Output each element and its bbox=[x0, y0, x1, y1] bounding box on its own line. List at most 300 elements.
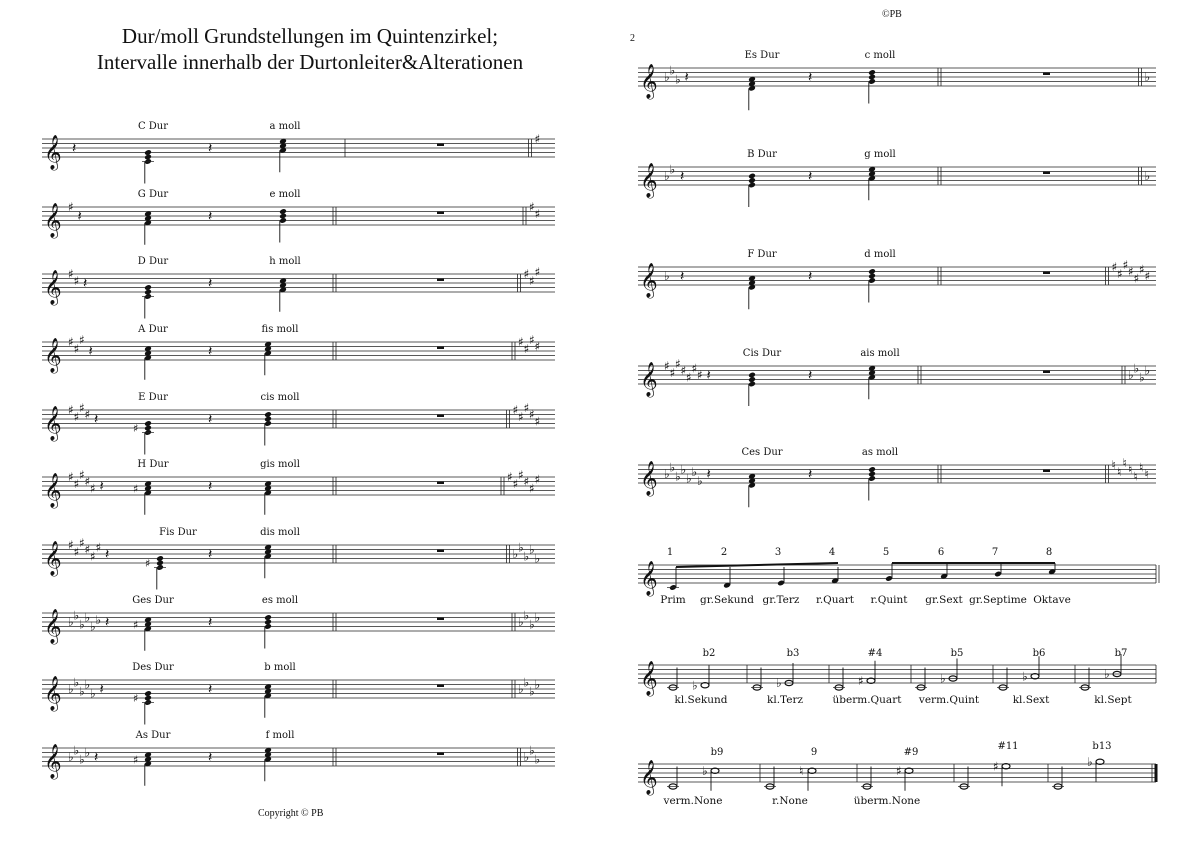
flat-icon: ♭ bbox=[73, 608, 80, 623]
flat-icon: ♭ bbox=[73, 675, 80, 690]
sharp-icon: ♯ bbox=[534, 414, 541, 429]
flat-icon: ♭ bbox=[529, 542, 535, 557]
sharp-icon: ♯ bbox=[1117, 266, 1123, 281]
sharp-icon: ♯ bbox=[529, 273, 535, 288]
chord-label: a moll bbox=[269, 121, 301, 132]
sharp-icon: ♯ bbox=[523, 400, 530, 415]
flat-icon: ♭ bbox=[529, 743, 535, 758]
flat-icon: ♭ bbox=[1144, 169, 1151, 183]
flat-icon: ♭ bbox=[1128, 368, 1134, 382]
extension-symbol: 9 bbox=[810, 747, 818, 758]
chord-label: H Dur bbox=[137, 459, 169, 470]
half-note-head bbox=[701, 683, 709, 688]
sharp-icon: ♯ bbox=[534, 472, 541, 487]
interval-name: Oktave bbox=[1033, 594, 1071, 606]
chord-label: gis moll bbox=[260, 459, 300, 470]
interval-name: kl.Sekund bbox=[674, 694, 728, 706]
quarter-rest-icon: 𝄽 bbox=[105, 614, 110, 631]
flat-icon: ♭ bbox=[518, 682, 524, 696]
sharp-icon: ♯ bbox=[529, 407, 535, 422]
alteration-symbol: b5 bbox=[950, 648, 964, 659]
quarter-rest-icon: 𝄽 bbox=[77, 208, 82, 225]
sharp-icon: ♯ bbox=[90, 481, 96, 496]
natural-icon: ♮ bbox=[1117, 464, 1122, 479]
flat-icon: ♭ bbox=[534, 752, 541, 767]
flat-icon: ♭ bbox=[68, 682, 74, 696]
quarter-rest-icon: 𝄽 bbox=[208, 614, 213, 631]
flat-icon: ♭ bbox=[523, 750, 530, 764]
flat-icon: ♭ bbox=[692, 678, 698, 693]
sharp-icon: ♯ bbox=[669, 365, 676, 380]
flat-icon: ♭ bbox=[518, 615, 524, 629]
note-head bbox=[264, 411, 272, 418]
sharp-icon: ♯ bbox=[73, 544, 80, 559]
note-head bbox=[156, 555, 164, 562]
flat-icon: ♭ bbox=[529, 684, 535, 699]
flat-icon: ♭ bbox=[1022, 669, 1028, 684]
half-note-head bbox=[905, 768, 913, 773]
whole-rest bbox=[1043, 371, 1050, 374]
quarter-rest-icon: 𝄽 bbox=[208, 343, 213, 360]
extensions-staff bbox=[638, 741, 1156, 807]
treble-clef-icon: 𝄞 bbox=[640, 64, 658, 99]
whole-rest bbox=[437, 279, 444, 282]
chord-label: C Dur bbox=[137, 121, 169, 132]
left-system-1 bbox=[42, 121, 555, 184]
flat-icon: ♭ bbox=[1087, 754, 1093, 769]
treble-clef-icon: 𝄞 bbox=[640, 362, 658, 397]
flat-icon: ♭ bbox=[669, 460, 676, 475]
whole-rest bbox=[1043, 470, 1050, 473]
left-system-9 bbox=[42, 662, 555, 725]
treble-clef-icon: 𝄞 bbox=[44, 203, 62, 238]
sharp-icon: ♯ bbox=[79, 400, 85, 415]
sharp-icon: ♯ bbox=[858, 673, 864, 688]
interval-name: verm.Quint bbox=[918, 694, 980, 706]
natural-icon: ♮ bbox=[1111, 458, 1116, 472]
quarter-rest-icon: 𝄽 bbox=[99, 478, 104, 495]
sharp-icon: ♯ bbox=[512, 403, 519, 417]
chord-label: Des Dur bbox=[132, 662, 174, 673]
sharp-icon: ♯ bbox=[68, 538, 74, 552]
sharp-icon: ♯ bbox=[79, 467, 85, 482]
chord-label: as moll bbox=[861, 447, 899, 458]
sharp-icon: ♯ bbox=[133, 692, 139, 705]
sharp-icon: ♯ bbox=[1139, 262, 1145, 277]
quarter-rest-icon: 𝄽 bbox=[808, 168, 813, 185]
left-system-2 bbox=[42, 189, 555, 245]
sharp-icon: ♯ bbox=[664, 359, 670, 373]
flat-icon: ♭ bbox=[675, 72, 681, 87]
alterations-staff bbox=[638, 648, 1156, 706]
quarter-rest-icon: 𝄽 bbox=[83, 275, 88, 292]
sharp-icon: ♯ bbox=[680, 363, 687, 378]
scale-degree-number: 5 bbox=[882, 547, 890, 558]
flat-icon: ♭ bbox=[669, 162, 676, 177]
quarter-rest-icon: 𝄽 bbox=[208, 275, 213, 292]
scale-degree-number: 6 bbox=[937, 547, 945, 558]
sharp-icon: ♯ bbox=[68, 200, 74, 214]
note-head bbox=[748, 173, 756, 180]
sharp-icon: ♯ bbox=[534, 264, 541, 279]
flat-icon: ♭ bbox=[523, 675, 530, 690]
extension-symbol: #11 bbox=[997, 741, 1019, 752]
half-note-head bbox=[867, 678, 875, 683]
chord-label: E Dur bbox=[138, 392, 168, 403]
alteration-symbol: b6 bbox=[1032, 648, 1046, 659]
note-head bbox=[144, 284, 152, 291]
chord-label: es moll bbox=[261, 595, 299, 606]
whole-rest bbox=[437, 618, 444, 621]
interval-name: überm.Quart bbox=[832, 694, 902, 706]
quarter-rest-icon: 𝄽 bbox=[105, 546, 110, 563]
note-head bbox=[279, 208, 287, 215]
interval-name: r.Quint bbox=[870, 594, 908, 606]
quarter-rest-icon: 𝄽 bbox=[684, 69, 689, 86]
flat-icon: ♭ bbox=[1144, 70, 1151, 84]
sharp-icon: ♯ bbox=[68, 470, 74, 484]
left-system-4 bbox=[42, 324, 555, 380]
treble-clef-icon: 𝄞 bbox=[44, 541, 62, 576]
flat-icon: ♭ bbox=[84, 677, 91, 692]
right-system-5 bbox=[638, 447, 1156, 507]
treble-clef-icon: 𝄞 bbox=[44, 473, 62, 508]
sharp-icon: ♯ bbox=[534, 206, 541, 221]
flat-icon: ♭ bbox=[68, 615, 74, 629]
sharp-icon: ♯ bbox=[133, 482, 139, 496]
flat-icon: ♭ bbox=[523, 608, 530, 623]
sharp-icon: ♯ bbox=[675, 356, 681, 371]
half-note-head bbox=[808, 768, 816, 773]
whole-rest bbox=[437, 144, 444, 147]
copyright-footer: Copyright © PB bbox=[258, 808, 324, 819]
right-system-1 bbox=[638, 50, 1156, 110]
whole-rest bbox=[437, 550, 444, 553]
sharp-icon: ♯ bbox=[993, 759, 999, 774]
extension-symbol: #9 bbox=[903, 747, 919, 758]
sharp-icon: ♯ bbox=[529, 200, 535, 214]
scale-degree-number: 3 bbox=[774, 547, 782, 558]
sharp-icon: ♯ bbox=[73, 476, 80, 491]
flat-icon: ♭ bbox=[664, 169, 670, 183]
sharp-icon: ♯ bbox=[1111, 260, 1118, 274]
sharp-icon: ♯ bbox=[507, 470, 513, 484]
sharp-icon: ♯ bbox=[1133, 271, 1140, 286]
right-column-staves bbox=[638, 50, 1156, 507]
page-number: 2 bbox=[630, 33, 635, 44]
sharp-icon: ♯ bbox=[133, 753, 139, 767]
flat-icon: ♭ bbox=[90, 619, 96, 634]
flat-icon: ♭ bbox=[79, 684, 85, 699]
scale-staff bbox=[638, 547, 1159, 606]
treble-clef-icon: 𝄞 bbox=[44, 676, 62, 711]
flat-icon: ♭ bbox=[1104, 667, 1110, 681]
treble-clef-icon: 𝄞 bbox=[44, 135, 62, 170]
sharp-icon: ♯ bbox=[518, 335, 524, 349]
quarter-rest-icon: 𝄽 bbox=[208, 140, 213, 157]
half-note-head bbox=[711, 768, 719, 773]
note-head bbox=[868, 69, 876, 76]
chord-label: Ces Dur bbox=[741, 447, 783, 458]
interval-name: r.None bbox=[772, 795, 808, 807]
note-head bbox=[144, 690, 152, 697]
scale-degree-number: 2 bbox=[720, 547, 728, 558]
treble-clef-icon: 𝄞 bbox=[640, 263, 658, 298]
note-head bbox=[868, 268, 876, 275]
quarter-rest-icon: 𝄽 bbox=[99, 681, 104, 698]
chord-label: Fis Dur bbox=[159, 527, 197, 538]
alteration-symbol: #4 bbox=[867, 648, 883, 659]
flat-icon: ♭ bbox=[669, 63, 676, 78]
quarter-rest-icon: 𝄽 bbox=[208, 546, 213, 563]
flat-icon: ♭ bbox=[534, 551, 541, 566]
chord-label: A Dur bbox=[138, 324, 168, 335]
note-head bbox=[264, 614, 272, 621]
sharp-icon: ♯ bbox=[68, 403, 74, 417]
sharp-icon: ♯ bbox=[534, 132, 541, 146]
sharp-icon: ♯ bbox=[534, 339, 541, 354]
alteration-symbol: b3 bbox=[786, 648, 800, 659]
quarter-rest-icon: 𝄽 bbox=[94, 749, 99, 766]
sharp-icon: ♯ bbox=[1144, 269, 1151, 283]
flat-icon: ♭ bbox=[79, 617, 85, 632]
scale-degree-number: 4 bbox=[828, 547, 836, 558]
flat-icon: ♭ bbox=[1144, 363, 1151, 378]
quarter-rest-icon: 𝄽 bbox=[808, 268, 813, 285]
page-title-line-1: Dur/moll Grundstellungen im Quintenzirkel; bbox=[121, 24, 499, 48]
whole-rest bbox=[437, 482, 444, 485]
flat-icon: ♭ bbox=[95, 612, 102, 627]
natural-icon: ♮ bbox=[1133, 469, 1138, 484]
sharp-icon: ♯ bbox=[73, 273, 80, 288]
quarter-rest-icon: 𝄽 bbox=[706, 466, 711, 483]
chord-label: ais moll bbox=[860, 348, 900, 359]
quarter-rest-icon: 𝄽 bbox=[808, 466, 813, 483]
quarter-rest-icon: 𝄽 bbox=[680, 168, 685, 185]
flat-icon: ♭ bbox=[84, 745, 91, 760]
whole-rest bbox=[437, 347, 444, 350]
treble-clef-icon: 𝄞 bbox=[640, 461, 658, 496]
treble-clef-icon: 𝄞 bbox=[640, 163, 658, 198]
sharp-icon: ♯ bbox=[84, 407, 91, 422]
flat-icon: ♭ bbox=[68, 750, 74, 764]
quarter-rest-icon: 𝄽 bbox=[72, 140, 77, 157]
sharp-icon: ♯ bbox=[145, 557, 151, 570]
chord-label: As Dur bbox=[135, 730, 171, 741]
chord-label: B Dur bbox=[747, 149, 777, 160]
flat-icon: ♭ bbox=[680, 462, 687, 477]
sharp-icon: ♯ bbox=[68, 267, 74, 281]
sharp-icon: ♯ bbox=[686, 370, 692, 385]
sharp-icon: ♯ bbox=[512, 476, 519, 491]
sharp-icon: ♯ bbox=[1122, 257, 1129, 272]
treble-clef-icon: 𝄞 bbox=[44, 406, 62, 441]
sharp-icon: ♯ bbox=[84, 474, 91, 489]
sharp-icon: ♯ bbox=[518, 467, 524, 482]
interval-name: gr.Septime bbox=[969, 594, 1027, 606]
flat-icon: ♭ bbox=[664, 70, 670, 84]
flat-icon: ♭ bbox=[73, 743, 80, 758]
sharp-icon: ♯ bbox=[133, 422, 139, 435]
chord-label: F Dur bbox=[747, 249, 777, 260]
interval-name: kl.Sept bbox=[1094, 694, 1132, 706]
treble-clef-icon: 𝄞 bbox=[640, 661, 658, 696]
left-system-3 bbox=[42, 256, 555, 319]
flat-icon: ♭ bbox=[776, 676, 782, 690]
half-note-head bbox=[1096, 759, 1104, 764]
sharp-icon: ♯ bbox=[133, 618, 139, 632]
whole-rest bbox=[437, 753, 444, 756]
whole-rest bbox=[437, 212, 444, 215]
left-system-10 bbox=[42, 730, 555, 786]
sharp-icon: ♯ bbox=[523, 474, 530, 489]
whole-rest bbox=[437, 685, 444, 688]
treble-clef-icon: 𝄞 bbox=[44, 338, 62, 373]
quarter-rest-icon: 𝄽 bbox=[808, 69, 813, 86]
left-system-8 bbox=[42, 595, 555, 651]
sharp-icon: ♯ bbox=[896, 763, 902, 778]
right-system-4 bbox=[638, 348, 1156, 406]
chord-label: c moll bbox=[864, 50, 896, 61]
flat-icon: ♭ bbox=[691, 464, 698, 479]
alteration-symbol: b7 bbox=[1114, 648, 1128, 659]
sharp-icon: ♯ bbox=[95, 540, 102, 555]
quarter-rest-icon: 𝄽 bbox=[88, 343, 93, 360]
quarter-rest-icon: 𝄽 bbox=[808, 367, 813, 384]
flat-icon: ♭ bbox=[686, 471, 692, 486]
chord-label: Cis Dur bbox=[742, 348, 782, 359]
flat-icon: ♭ bbox=[79, 752, 85, 767]
sharp-icon: ♯ bbox=[523, 267, 530, 281]
whole-rest bbox=[1043, 172, 1050, 175]
scale-degree-number: 8 bbox=[1045, 547, 1053, 558]
flat-icon: ♭ bbox=[534, 610, 541, 625]
chord-label: f moll bbox=[265, 730, 295, 741]
natural-icon: ♮ bbox=[1139, 460, 1144, 475]
flat-icon: ♭ bbox=[523, 549, 530, 564]
chord-label: fis moll bbox=[261, 324, 299, 335]
note-head bbox=[868, 466, 876, 473]
natural-icon: ♮ bbox=[1144, 467, 1149, 481]
sharp-icon: ♯ bbox=[79, 535, 85, 550]
chord-label: e moll bbox=[269, 189, 301, 200]
flat-icon: ♭ bbox=[1133, 361, 1140, 376]
flat-icon: ♭ bbox=[90, 686, 96, 701]
flat-icon: ♭ bbox=[529, 617, 535, 632]
sharp-icon: ♯ bbox=[518, 409, 524, 424]
chord-label: G Dur bbox=[137, 189, 169, 200]
extension-symbol: b9 bbox=[710, 747, 724, 758]
interval-name: verm.None bbox=[663, 795, 723, 807]
treble-clef-icon: 𝄞 bbox=[44, 609, 62, 644]
natural-icon: ♮ bbox=[799, 763, 804, 778]
interval-name: gr.Terz bbox=[762, 594, 800, 606]
scale-degree-number: 7 bbox=[991, 547, 999, 558]
flat-icon: ♭ bbox=[664, 467, 670, 481]
flat-icon: ♭ bbox=[1139, 370, 1145, 385]
sharp-icon: ♯ bbox=[90, 549, 96, 564]
note-head bbox=[144, 420, 152, 427]
left-system-7 bbox=[42, 527, 555, 590]
quarter-rest-icon: 𝄽 bbox=[680, 268, 685, 285]
quarter-rest-icon: 𝄽 bbox=[706, 367, 711, 384]
interval-name: überm.None bbox=[853, 795, 921, 807]
interval-name: r.Quart bbox=[815, 594, 855, 606]
flat-icon: ♭ bbox=[697, 473, 703, 488]
sharp-icon: ♯ bbox=[84, 542, 91, 557]
interval-name: kl.Terz bbox=[766, 694, 804, 706]
natural-icon: ♮ bbox=[1128, 462, 1133, 477]
half-note-head bbox=[1031, 674, 1039, 679]
quarter-rest-icon: 𝄽 bbox=[208, 749, 213, 766]
whole-rest bbox=[1043, 272, 1050, 275]
flat-icon: ♭ bbox=[675, 469, 681, 484]
natural-icon: ♮ bbox=[1122, 455, 1127, 470]
sharp-icon: ♯ bbox=[691, 361, 698, 376]
chord-label: cis moll bbox=[260, 392, 300, 403]
chord-label: Ges Dur bbox=[132, 595, 174, 606]
left-system-5 bbox=[42, 392, 555, 455]
interval-name: kl.Sext bbox=[1012, 694, 1050, 706]
whole-rest bbox=[1043, 73, 1050, 76]
sharp-icon: ♯ bbox=[68, 335, 74, 349]
flat-icon: ♭ bbox=[940, 671, 946, 686]
header-copyright-mark: ©PB bbox=[882, 9, 902, 20]
chord-label: d moll bbox=[864, 249, 896, 260]
half-note-head bbox=[1002, 764, 1010, 769]
interval-name: gr.Sext bbox=[925, 594, 963, 606]
quarter-rest-icon: 𝄽 bbox=[208, 208, 213, 225]
sharp-icon: ♯ bbox=[529, 332, 535, 347]
note-head bbox=[748, 372, 756, 379]
quarter-rest-icon: 𝄽 bbox=[208, 411, 213, 428]
chord-label: D Dur bbox=[137, 256, 169, 267]
left-column-staves bbox=[42, 121, 555, 786]
page-title-line-2: Intervalle innerhalb der Durtonleiter&Alterationen bbox=[96, 50, 524, 74]
treble-clef-icon: 𝄞 bbox=[44, 270, 62, 305]
chord-label: Es Dur bbox=[744, 50, 780, 61]
chord-label: g moll bbox=[864, 149, 896, 160]
extension-symbol: b13 bbox=[1092, 741, 1112, 752]
sharp-icon: ♯ bbox=[73, 341, 80, 356]
flat-icon: ♭ bbox=[702, 763, 708, 778]
flat-icon: ♭ bbox=[664, 269, 670, 283]
sharp-icon: ♯ bbox=[73, 409, 80, 424]
quarter-rest-icon: 𝄽 bbox=[94, 411, 99, 428]
flat-icon: ♭ bbox=[512, 547, 519, 561]
left-system-6 bbox=[42, 459, 555, 515]
sharp-icon: ♯ bbox=[1128, 264, 1134, 279]
right-system-3 bbox=[638, 249, 1156, 309]
sharp-icon: ♯ bbox=[523, 341, 530, 356]
quarter-rest-icon: 𝄽 bbox=[208, 478, 213, 495]
sharp-icon: ♯ bbox=[79, 332, 85, 347]
alteration-symbol: b2 bbox=[702, 648, 716, 659]
interval-name: Prim bbox=[660, 594, 686, 606]
quarter-rest-icon: 𝄽 bbox=[208, 681, 213, 698]
scale-degree-number: 1 bbox=[666, 547, 674, 558]
flat-icon: ♭ bbox=[84, 610, 91, 625]
treble-clef-icon: 𝄞 bbox=[640, 561, 658, 596]
chord-label: h moll bbox=[269, 256, 301, 267]
flat-icon: ♭ bbox=[534, 677, 541, 692]
note-head bbox=[144, 149, 152, 156]
flat-icon: ♭ bbox=[518, 540, 524, 555]
chord-label: b moll bbox=[264, 662, 296, 673]
sharp-icon: ♯ bbox=[529, 481, 535, 496]
right-system-2 bbox=[638, 149, 1156, 207]
treble-clef-icon: 𝄞 bbox=[44, 744, 62, 779]
